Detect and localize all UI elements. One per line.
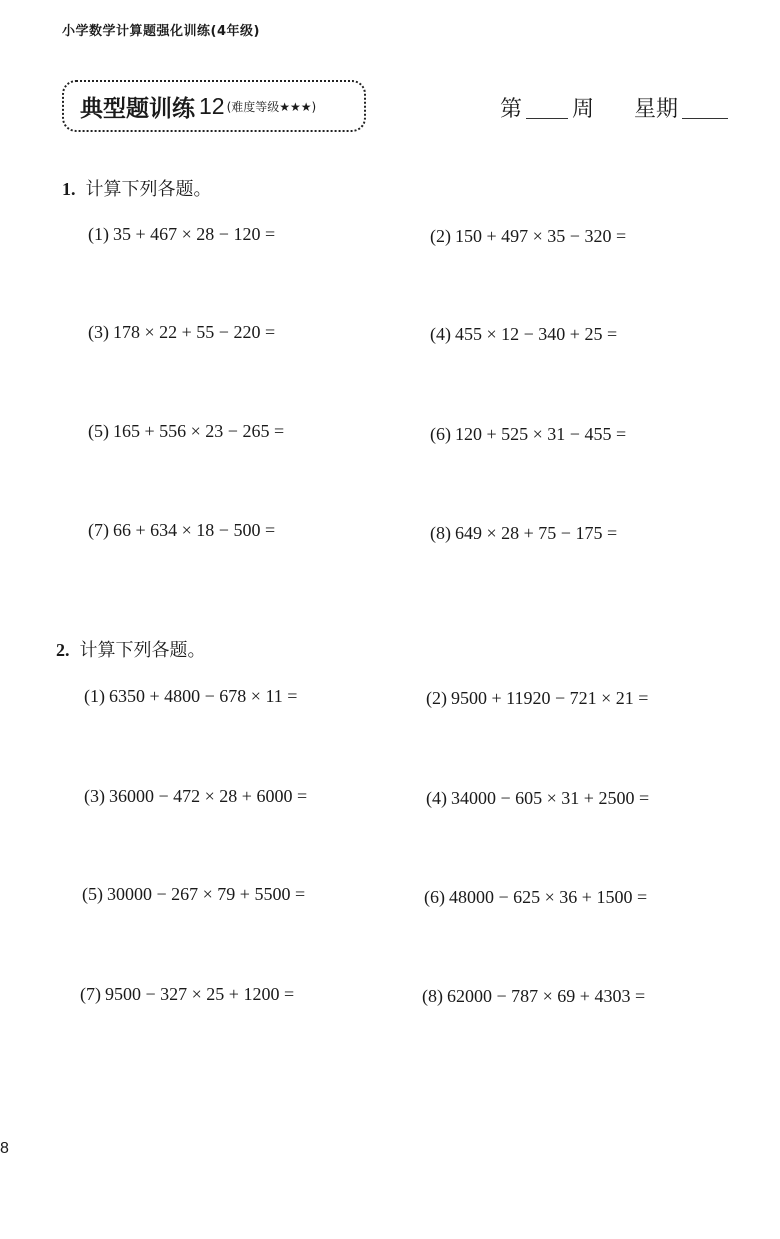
week-blank[interactable] <box>526 118 568 119</box>
s2-problem-4: (4) 34000 − 605 × 31 + 2500 = <box>426 788 650 808</box>
title-box <box>62 80 366 132</box>
book-header: 小学数学计算题强化训练(4年级) <box>62 24 260 39</box>
s2-problem-2: (2) 9500 + 11920 − 721 × 21 = <box>426 688 649 708</box>
weekday-blank[interactable] <box>682 118 728 119</box>
s2-problem-5: (5) 30000 − 267 × 79 + 5500 = <box>82 884 306 904</box>
weekday-label: 星期 <box>634 97 679 122</box>
s1-problem-7: (7) 66 + 634 × 18 − 500 = <box>88 520 276 540</box>
s2-problem-1: (1) 6350 + 4800 − 678 × 11 = <box>84 686 298 706</box>
s1-problem-5: (5) 165 + 556 × 23 − 265 = <box>88 421 285 441</box>
s2-problem-3: (3) 36000 − 472 × 28 + 6000 = <box>84 786 308 806</box>
week-suffix: 周 <box>572 97 595 122</box>
section-instruction: 计算下列各题。 <box>79 640 206 661</box>
week-prefix: 第 <box>500 97 523 122</box>
s1-problem-8: (8) 649 × 28 + 75 − 175 = <box>430 523 618 543</box>
s2-problem-6: (6) 48000 − 625 × 36 + 1500 = <box>424 887 648 907</box>
difficulty-label: (难度等级★★★) <box>226 99 317 114</box>
section-instruction: 计算下列各题。 <box>85 179 212 200</box>
s1-problem-1: (1) 35 + 467 × 28 − 120 = <box>88 224 276 244</box>
title-number: 12 <box>199 92 225 119</box>
section-1-heading <box>62 175 212 201</box>
page-number: 8 <box>0 1140 9 1157</box>
s1-problem-3: (3) 178 × 22 + 55 − 220 = <box>88 322 276 342</box>
s2-problem-7: (7) 9500 − 327 × 25 + 1200 = <box>80 984 295 1004</box>
s1-problem-2: (2) 150 + 497 × 35 − 320 = <box>430 226 627 246</box>
section-number: 1. <box>62 179 76 199</box>
s2-problem-8: (8) 62000 − 787 × 69 + 4303 = <box>422 986 646 1006</box>
s1-problem-4: (4) 455 × 12 − 340 + 25 = <box>430 324 618 344</box>
title-main: 典型题训练 <box>80 95 195 122</box>
s1-problem-6: (6) 120 + 525 × 31 − 455 = <box>430 424 627 444</box>
section-number: 2. <box>56 640 70 660</box>
section-2-heading <box>56 636 206 662</box>
